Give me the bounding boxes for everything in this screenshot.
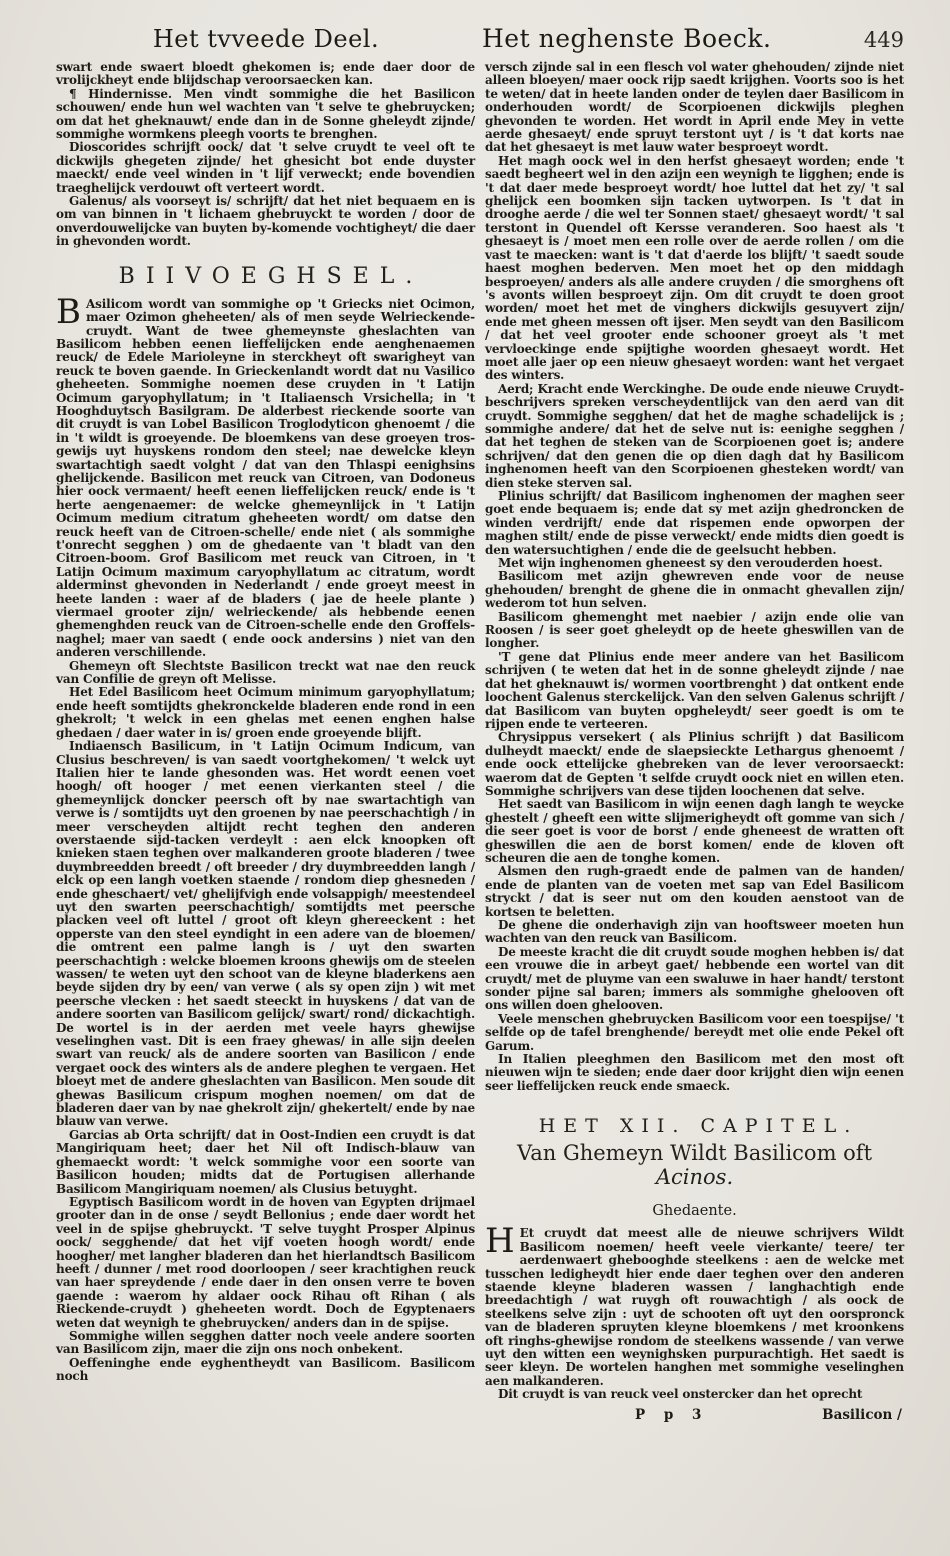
paragraph-italien-most: In Italien pleeghmen den Basilicom met den most oft nieuwen wijn te sieden; ende daer door krijght dien wijn eenen seer lieffelijcken reuck ende smaeck. xyxy=(485,1052,904,1093)
catchword: Basilicon / xyxy=(822,1406,902,1423)
paragraph-met-wijn: Met wijn inghenomen gheneest sy den verouderden hoest. xyxy=(498,556,883,571)
right-column xyxy=(485,61,904,1425)
paragraph-garcias-ab-orta: Garcias ab Orta schrijft/ dat in Oost-Indien een cruydt is dat Mangiriquam heet; daer het Nil oft Indisch-blauw van ghemaeckt wordt: 't welck sommighe voor een soorte van Basilicon houden; midts dat de Portugisen allerhande Basilicom Mangiriquam noemen/ als Clusius betuyght. xyxy=(56,1127,475,1196)
paragraph-dit-cruydt: Dit cruydt is van reuck veel onstercker dan het oprecht xyxy=(498,1387,863,1402)
paragraph-hindernisse: ¶ Hindernisse. Men vindt sommighe die het Basilicon schouwen/ ende hun wel wachten van 't selve te ghebruycken; om dat het gheknauwt/ ende dan in de Sonne gheleydt zijnde/ sommighe wormkens pleegh voorts te brenghen. xyxy=(56,86,475,142)
chapter-heading-xii: HET XII. CAPITEL. xyxy=(538,1115,859,1138)
running-title-left: Het tvveede Deel. xyxy=(152,25,380,53)
chapter-subtitle-text: Van Ghemeyn Wildt Basilicom oft xyxy=(516,1141,873,1166)
paragraph-saedt-in-wijn: Het saedt van Basilicom in wijn eenen dagh langh te weycke ghestelt / gheeft een witte slijmerigheydt oft gomme van sich / die seer goet is voor de borst / ende gheneest de wratten oft gheswillen die aen de borst komen/ ende de kloven oft scheuren die aen de tonghe komen. xyxy=(485,797,904,865)
signature-row xyxy=(485,1407,904,1425)
page-number: 449 xyxy=(863,28,904,52)
paragraph-aerd-kracht-werckinghe: Aerd; Kracht ende Werckinghe. De oude ende nieuwe Cruydt-beschrijvers spreken verscheydentlijck van den aerd van dit cruydt. Sommighe segghen/ dat het de maghe schadelijck is ; sommighe andere/ dat het de selve nut is: eenighe segghen / dat het teghen de steken van de Scorpioenen goet is; andere schrijven/ dat den genen die op dien dagh dat hy Basilicom inghenomen heeft van den Scorpioenen ghesteken wordt/ van dien steke sterven sal. xyxy=(485,381,904,490)
signature-mark: P p 3 xyxy=(635,1406,709,1423)
chapter-subtitle xyxy=(485,1141,904,1189)
paragraph-naebier-roosen: Basilicom ghemenght met naebier / azijn ende olie van Roosen / is seer goet gheleydt op de heete gheswillen van de longher. xyxy=(485,609,904,651)
paragraph-vrouwe-arbeyt: De meeste kracht die dit cruydt soude moghen hebben is/ dat een vrouwe die in arbeyt gaet/ hebbende een wortel van dit cruydt/ met de pluyme van een swaluwe in haer handt/ terstont sonder pijne sal baren; immers als sommighe ghelooven oft ons willen doen ghelooven. xyxy=(485,944,904,1013)
paragraph-edel-basilicom: Het Edel Basilicom heet Ocimum minimum garyophyllatum; ende heeft somtijdts ghekronckelde bladeren ende rond in een ghekrolt; 't welck in een ghelas met eenen enghen halse ghedaen / daer water in is/ groen ende groeyende blijft. xyxy=(56,685,475,740)
left-column xyxy=(56,61,475,1425)
page-header xyxy=(0,0,950,57)
paragraph-toespijse: Veele menschen ghebruycken Basilicom voor een toespijse/ 't selfde op de tafel brenghende/ bereydt met olie ende Pekel oft Garum. xyxy=(485,1011,904,1053)
dropcap-initial-h: H xyxy=(485,1221,515,1262)
text-columns xyxy=(0,57,950,1425)
paragraph-basilicom-text: Asilicom wordt van sommighe op 't Griecks niet Ocimon, maer Ozimon gheheeten/ als of men seyde Welrieckende-cruydt. Want de twee ghemeynste gheslachten van Basilicom hebben eenen lieffelijcken ende aenghenaemen reuck/ de Edele Marioleyne in sterckheyt oft swarigheyt van reuck te boven gaende. In Grieckenlandt wordt dat nu Vasilico gheheeten. Sommighe noemen dese cruyden in 't Latijn Ocimum garyophyllatum; in 't Italiaensch Vrsichella; in 't Hooghduytsch Basilgram. De alderbest rieckende soorte van dit cruydt is van Lobel Basilicon Troglodyticon ghenoemt / die in 't wildt is groeyende. De bloemkens van dese groeyen tros-gewijs uyt huyskens rondom den steel; nae dewelcke kleyn swartachtigh saedt volght / dat van den Thlaspi eenighsins ghelijckende. Basilicon met reuck van Citroen, van Dodoneus hier oock vermaent/ heeft eenen lieffelijcken reuck/ ende is 't herte aengenaemer: de welcke ghemeynlijck in 't Latijn Ocimum medium citratum gheheeten wordt/ om datse den reuck heeft van de Citroen-schelle/ ende niet ( als sommighe t'onrecht segghen ) om de ghedaente van 't bladt van den Citroen-boom. Grof Basilicom met reuck van Citroen, in 't Latijn Ocimum maximum caryophyllatum ac citratum, wordt alderminst ghevonden in Nederlandt / ende groeyt meest in heete landen : waer af de bladers ( jae de heele plante ) viermael grooter zijn/ welrieckende/ als hebbende eenen ghemenghden reuck van de Citroen-schelle ende den Groffels-naghel; maer van saedt ( ende oock andersins ) niet van den anderen verschillende. xyxy=(56,296,475,660)
paragraph-herfst-saeyen: Het magh oock wel in den herfst ghesaeyt worden; ende 't saedt begheert wel in den azijn een weynigh te ligghen; ende is 't dat daer mede besproeyt wordt/ hoe luttel dat het zy/ 't sal ghelijck een boomken sijn tacken uytworpen. Is 't dat in drooghe aerde / die wel ter Sonnen staet/ ghesaeyt wordt/ 't sal terstont in Quendel oft Kersse veranderen. Soo haest als 't ghesaeyt is / moet men een rolle over de aerde rollen / om die vast te maecken: want is 't dat d'aerde los blijft/ 't saedt soude haest moghen bederven. Men moet het op den middagh besproeyen/ anders als alle andere cruyden / die smorghens oft 's avonts willen besproeyt zijn. Om dit cruydt te doen groot worden/ moet het met de vinghers dickwijls gesuyvert zijn/ ende met gheen messen oft ijser. Men seydt van den Basilicom / dat het veel grooter ende schooner groeyt als 't met vervloeckinge ende spijtighe woorden ghesaeyt wordt. Het moet alle jaer op een nieuw ghesaeyt worden: want het vergaet des winters. xyxy=(485,153,904,383)
paragraph-indiaensch-basilicum: Indiaensch Basilicum, in 't Latijn Ocimum Indicum, van Clusius beschreven/ is van saedt voortghekomen/ 't welck uyt Italien hier te lande ghesonden was. Het wordt eenen voet hoogh/ oft hooger / met eenen vierkanten steel / die ghemeynlijck doncker peersch oft by nae swartachtigh van verwe is / somtijdts uyt den groenen by nae peerschachtigh / in meer verscheyden altijdt recht teghen den anderen overstaende sijd-tacken verdeylt : aen elck knoopken oft knieken staen teghen over malkanderen groote bladeren / twee duymbreedden breedt / oft breeder / dry duymbreedden langh / elck op een langh voetken staende / rondom diep ghesneden / ende gheschaert/ vet/ ghelijfvigh ende volsappigh/ meestendeel uyt den swarten peerschachtigh/ somtijdts met peersche placken veel oft luttel / groot oft kleyn ghereeckent : het opperste van den steel eyndight in een adere van de bloemen/ die omtrent een palme langh is / uyt den swarten peerschachtigh : welcke bloemen kroons ghewijs om de steelen wassen/ te weten uyt den schoot van de kleyne bladerkens aen beyde sijden dry by een/ van verwe ( als sy open zijn ) wit met peersche vlecken : het saedt steeckt in huyskens / dat van de andere soorten van Basilicom gelijck/ swart/ rond/ dickachtigh. De wortel is in der aerden met veele hayrs ghewijse veselinghen vast. Dit is een fraey ghewas/ in alle sijn deelen swart van reuck/ als de andere soorten van Basilicon / ende vergaet oock des winters als de andere pleghen te vergaen. Het bloeyt met de andere gheslachten van Basilicon. Men soude dit ghewas Basilicum crispum moghen noemen/ om dat de bladeren daer van by nae ghekrolt zijn/ ghekertelt/ ende by nae blauw van verwe. xyxy=(56,739,475,1129)
running-title-right: Het neghenste Boeck. xyxy=(482,24,772,53)
paragraph-ghemeyn-basilicon: Ghemeyn oft Slechtste Basilicon treckt wat nae den reuck van Confilie de greyn oft Melisse. xyxy=(56,658,475,687)
dropcap-initial-b: B xyxy=(56,291,81,332)
chapter-subtitle-italic: Acinos. xyxy=(655,1165,734,1190)
paragraph-basilicom xyxy=(56,291,475,660)
paragraph-dioscorides: Dioscorides schrijft oock/ dat 't selve cruydt te veel oft te dickwijls ghegeten zijnde/ het ghesicht bot ende duyster maeckt/ ende veel winden in 't lijf verweckt; ende bovendien traeghelijck verdouwt oft verteert wordt. xyxy=(56,140,475,195)
paragraph-rugh-graedt: Alsmen den rugh-graedt ende de palmen van de handen/ ende de planten van de voeten met sap van Edel Basilicom stryckt / dat is seer nut om den kouden aenstoot van de kortsen te beletten. xyxy=(485,864,904,919)
paragraph-egyptisch-basilicom: Egyptisch Basilicom wordt in de hoven van Egypten drijmael grooter dan in de onse / seydt Bellonius ; ende daer wordt het veel in de spijse ghebruyckt. 'T selve tuyght Prosper Alpinus oock/ segghende/ dat het vijf voeten hoogh wordt/ ende hoogher/ met langher bladeren dan het hierlandtsch Basilicom heeft / dunner / met rood doorloopen / seer krachtighen reuck van haer spreydende / ende daer in den onsen verre te boven gaende : waerom hy aldaer oock Rihau oft Rihan ( als Rieckende-cruydt ) gheheeten wordt. Doch de Egyptenaers weten dat weynigh te ghebruycken/ anders dan in de spijse. xyxy=(56,1194,475,1330)
section-heading-biivoeghsel: BIIVOEGHSEL. xyxy=(118,263,424,289)
paragraph-sommighe-soorten: Sommighe willen segghen datter noch veele andere soorten van Basilicom zijn, maer die zijn ons noch onbekent. xyxy=(56,1328,475,1357)
paragraph-continuation-left: swart ende swaert bloedt ghekomen is; ende daer door de vrolijckheyt ende blijdschap veroorsaecken kan. xyxy=(56,60,475,88)
paragraph-ghedaente xyxy=(485,1221,904,1388)
paragraph-galenus: Galenus/ als voorseyt is/ schrijft/ dat het niet bequaem en is om van binnen in 't lichaem ghebruyckt te worden / door de onverdouwelijcke van buyten by-komende vochtigheyt/ die daer in ghevonden wordt. xyxy=(56,194,475,249)
paragraph-hooftsweer: De ghene die onderhavigh zijn van hooftsweer moeten hun wachten van den reuck van Basilicom. xyxy=(485,918,904,946)
paragraph-ghedaente-text: Et cruydt dat meest alle de nieuwe schrijvers Wildt Basilicom noemen/ heeft veele vierkante/ teere/ ter aerdenwaert ghebooghde steelkens : aen de welcke met tusschen ledigheydt hier ende daer teghen over den anderen staende kleyne bladeren wassen / langhachtigh ende breedachtigh / wat ruygh oft rouwachtigh / als oock de steelkens selve zijn : uyt de schooten oft uyt den oorspronck van de bladeren spruyten kleyne bloemkens / met kroonkens oft ringhs-ghewijse rondom de steelkens wassende / van verwe uyt den witten een weynighsken purpurachtigh. Het saedt is seer kleyn. De wortelen hanghen met sommighe veselinghen aen malkanderen. xyxy=(485,1226,904,1388)
paragraph-chrysippus: Chrysippus versekert ( als Plinius schrijft ) dat Basilicom dulheydt maeckt/ ende de slaepsieckte Lethargus ghenoemt / ende oock ettelijcke ghebreken van de lever veroorsaeckt: waerom dat de Gepten 't selfde cruydt oock niet en willen eten. Sommighe schrijvers van dese tijden loochenen dat selve. xyxy=(485,730,904,798)
paragraph-plinius: Plinius schrijft/ dat Basilicom inghenomen der maghen seer goet ende bequaem is; ende dat sy met azijn ghedroncken de winden verdrijft/ ende dat rispemen ende opworpen der maghen stilt/ ende de pisse verweckt/ ende midts dien goedt is den watersuchtighen / ende die de geelsucht hebben. xyxy=(485,489,904,557)
section-heading-ghedaente: Ghedaente. xyxy=(652,1203,737,1220)
paragraph-continuation-right: versch zijnde sal in een flesch vol water ghehouden/ zijnde niet alleen bloeyen/ maer oock rijp saedt krijghen. Voorts soo is het te weten/ dat in heete landen onder de teylen daer Basilicom in onderhouden wordt/ de Scorpioenen dickwijls pleghen ghevonden te worden. Het wordt in April ende Mey in vette aerde ghesaeyt/ ende spruyt terstont uyt / is 't dat korts nae dat het ghesaeyt is met lauw water besproeyt wordt. xyxy=(485,60,904,155)
paragraph-tgene-plinius: 'T gene dat Plinius ende meer andere van het Basilicom schrijven ( te weten dat het in de sonne gheleydt zijnde / nae dat het gheknauwt is/ wormen voortbrenght ) dat ontkent ende loochent Galenus sterckelijck. Van den selven Galenus schrijft / dat Basilicom van buyten opgheleydt/ seer goedt is om te rijpen ende te verteeren. xyxy=(485,649,904,731)
paragraph-met-azijn: Basilicom met azijn ghewreven ende voor de neuse ghehouden/ brenght de ghene die in onmacht ghevallen zijn/ wederom tot hun selven. xyxy=(485,569,904,611)
paragraph-oeffeninghe: Oeffeninghe ende eyghentheydt van Basilicom. Basilicom noch xyxy=(56,1355,475,1384)
